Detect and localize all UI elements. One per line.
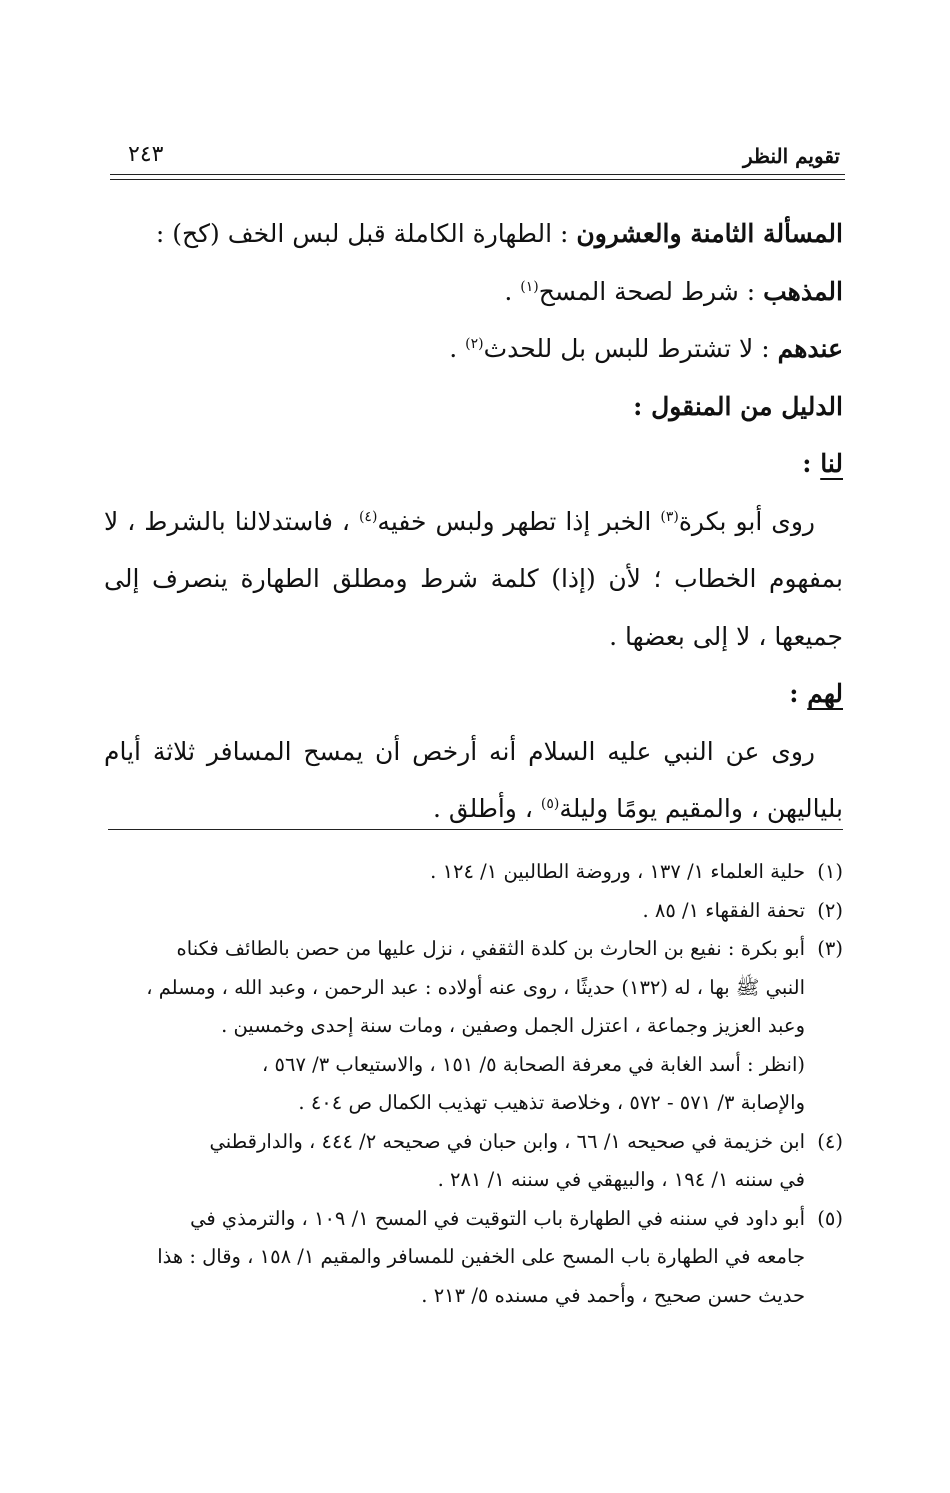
lana-paragraph (104, 493, 843, 666)
page-number: ٢٤٣ (128, 142, 164, 167)
footnote-1 (100, 853, 843, 892)
issue-heading: المسألة الثامنة والعشرون (576, 219, 843, 248)
footnotes (100, 853, 843, 1315)
footnote-line: (انظر : أسد الغابة في معرفة الصحابة ٥/ ١٥١ ، والاستيعاب ٣/ ٥٦٧ ، (262, 1052, 805, 1076)
footnote-4 (100, 1123, 843, 1200)
madhhab-end: . (504, 276, 521, 306)
footnote-number: (٣) (817, 937, 843, 960)
footnote-ref-5: (٥) (540, 796, 560, 812)
footnote-number: (١) (817, 860, 843, 883)
lahum-colon: : (789, 679, 808, 708)
footnote-line: حديث حسن صحيح ، وأحمد في مسنده ٥/ ٢١٣ . (421, 1283, 805, 1307)
running-title: تقويم النظر (743, 144, 840, 168)
indahum-line (104, 320, 843, 378)
lana-line (104, 435, 843, 493)
lana-text-c: ، فاستدلالنا بالشرط ، لا بمفهوم الخطاب ؛ لأن (إذا) كلمة شرط ومطلق الطهارة ينصرف إلى جميعها ، لا إلى بعضها . (104, 506, 843, 651)
footnote-line: ابن خزيمة في صحيحه ١/ ٦٦ ، وابن حبان في صحيحه ٢/ ٤٤٤ ، والدارقطني (209, 1129, 805, 1153)
footnote-ref-4: (٤) (358, 508, 378, 525)
header-double-rule (110, 174, 845, 180)
madhhab-line (104, 263, 843, 321)
footnote-ref-3: (٣) (660, 508, 679, 525)
madhhab-label: المذهب (763, 276, 843, 306)
indahum-text: : لا تشترط للبس بل للحدث (483, 334, 778, 363)
footnote-line: والإصابة ٣/ ٥٧١ - ٥٧٢ ، وخلاصة تذهيب تهذيب الكمال ص ٤٠٤ . (298, 1091, 805, 1114)
footnote-line: تحفة الفقهاء ١/ ٨٥ . (642, 898, 805, 922)
footnote-3 (100, 930, 843, 1123)
indahum-label: عندهم (777, 334, 843, 363)
lahum-line (104, 665, 843, 723)
footnote-line: أبو بكرة : نفيع بن الحارث بن كلدة الثقفي ، نزل عليها من حصن بالطائف فكناه (176, 937, 805, 960)
footnote-line: في سننه ١/ ١٩٤ ، والبيهقي في سننه ١/ ٢٨١ . (437, 1168, 805, 1191)
issue-line (104, 205, 843, 263)
footnote-number: (٥) (817, 1206, 843, 1230)
footnote-2 (100, 892, 843, 931)
lahum-paragraph (104, 723, 843, 838)
footnote-line: أبو داود في سننه في الطهارة باب التوقيت في المسح ١/ ١٠٩ ، والترمذي في (190, 1206, 805, 1230)
footnote-ref-2: (٢) (465, 336, 484, 352)
footnote-5 (100, 1200, 843, 1316)
lana-text-b: الخبر إذا تطهر ولبس خفيه (377, 506, 661, 536)
footnote-ref-1: (١) (520, 278, 539, 295)
footnote-line: وعبد العزيز وجماعة ، اعتزل الجمل وصفين ، ومات سنة إحدى وخمسين . (221, 1014, 805, 1037)
footnote-number: (٤) (817, 1129, 843, 1153)
lahum-heading: لهم (807, 679, 843, 708)
indahum-end: . (449, 334, 466, 363)
footnote-line: النبي ﷺ بها ، له (١٣٢) حديثًا ، روى عنه أولاده : عبد الرحمن ، وعبد الله ، ومسلم ، (146, 975, 805, 999)
main-text (104, 205, 843, 838)
lana-text-a: روى أبو بكرة (678, 506, 815, 536)
issue-text: : الطهارة الكاملة قبل لبس الخف (كح) : (155, 219, 577, 248)
running-header (110, 140, 840, 176)
lana-colon: : (802, 449, 821, 478)
footnote-line: جامعه في الطهارة باب المسح على الخفين للمسافر والمقيم ١/ ١٥٨ ، وقال : هذا (157, 1245, 805, 1268)
lahum-text-a: روى عن النبي عليه السلام أنه أرخص أن يمسح المسافر ثلاثة أيام بلياليهن ، والمقيم يومًا وليلة (104, 736, 843, 823)
footnote-line: حلية العلماء ١/ ١٣٧ ، وروضة الطالبين ١/ ١٢٤ . (430, 860, 805, 883)
madhhab-text: : شرط لصحة المسح (538, 276, 764, 306)
footnote-separator (108, 829, 843, 830)
lahum-text-b: ، وأطلق . (432, 794, 541, 823)
lana-heading: لنا (820, 449, 843, 478)
footnote-number: (٢) (817, 898, 843, 922)
evidence-heading: الدليل من المنقول : (633, 391, 843, 421)
